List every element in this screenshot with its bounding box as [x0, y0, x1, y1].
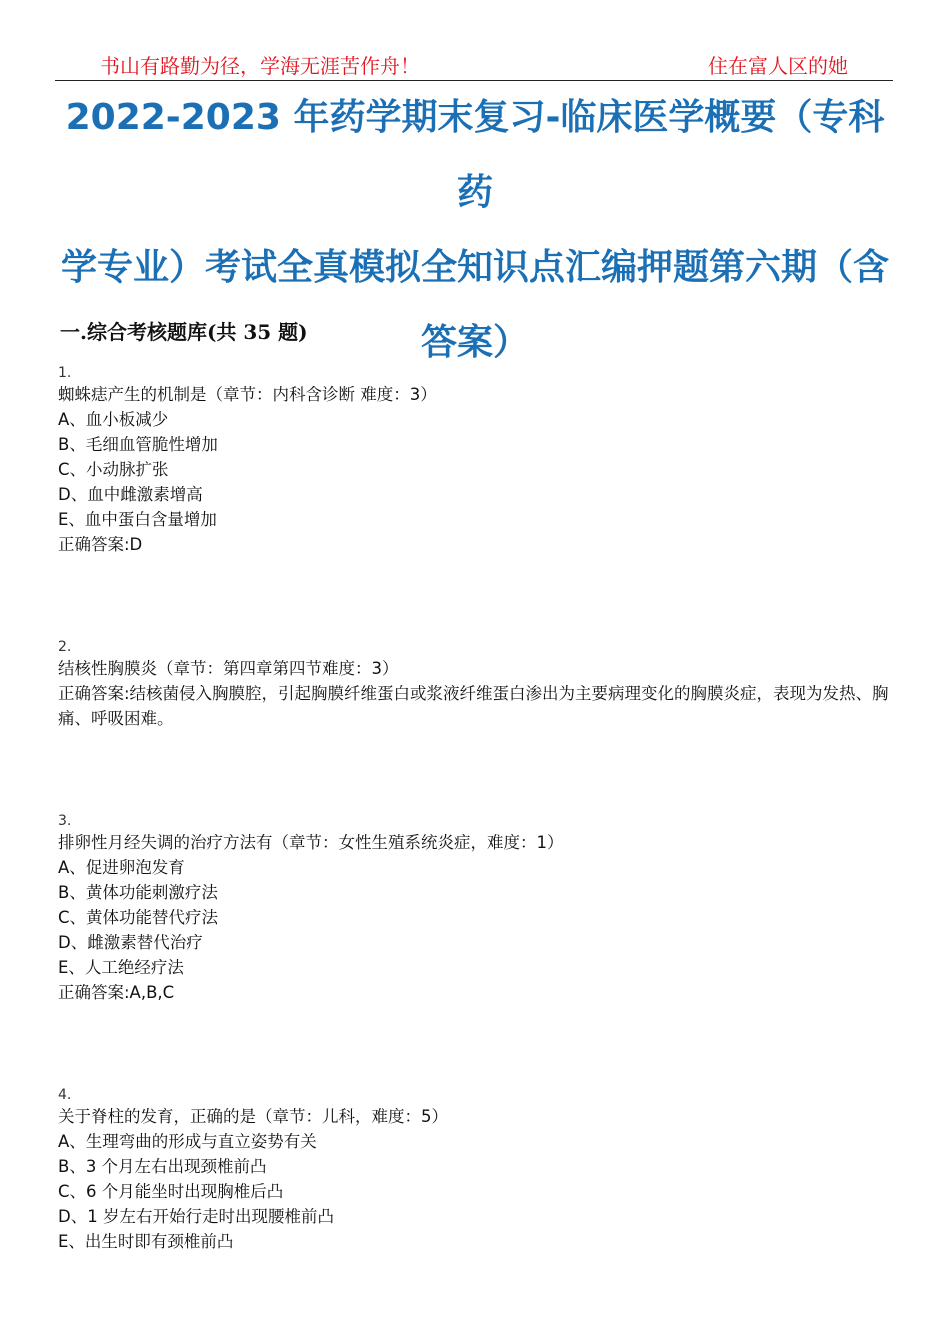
title-line-2: 学专业）考试全真模拟全知识点汇编押题第六期（含	[60, 247, 889, 288]
answer: 正确答案:A,B,C	[58, 983, 175, 1002]
page-header	[55, 48, 893, 81]
answer: 正确答案:结核菌侵入胸膜腔，引起胸膜纤维蛋白或浆液纤维蛋白渗出为主要病理变化的胸膜炎症，表现为发热、胸痛、呼吸困难。	[58, 684, 889, 728]
header-motto: 书山有路勤为径，学海无涯苦作舟！	[100, 54, 420, 78]
question-4	[58, 1086, 898, 1254]
option-c: C、黄体功能替代疗法	[58, 908, 219, 927]
question-stem: 结核性胸膜炎（章节：第四章第四节难度：3）	[58, 659, 399, 678]
option-b: B、毛细血管脆性增加	[58, 435, 218, 454]
option-c: C、小动脉扩张	[58, 460, 169, 479]
option-c: C、6 个月能坐时出现胸椎后凸	[58, 1182, 284, 1201]
option-a: A、生理弯曲的形成与直立姿势有关	[58, 1132, 317, 1151]
option-a: A、血小板减少	[58, 410, 169, 429]
header-author: 住在富人区的她	[708, 54, 848, 78]
question-number: 2.	[58, 639, 72, 655]
question-stem: 关于脊柱的发育，正确的是（章节：儿科，难度：5）	[58, 1107, 448, 1126]
question-number: 3.	[58, 813, 72, 829]
option-d: D、雌激素替代治疗	[58, 933, 203, 952]
option-e: E、血中蛋白含量增加	[58, 510, 217, 529]
option-e: E、人工绝经疗法	[58, 958, 184, 977]
title-line-3: 答案）	[420, 322, 529, 363]
question-stem: 蜘蛛痣产生的机制是（章节：内科含诊断 难度：3）	[58, 385, 437, 404]
option-a: A、促进卵泡发育	[58, 858, 185, 877]
option-b: B、黄体功能刺激疗法	[58, 883, 218, 902]
section-title: 一.综合考核题库(共 35 题)	[60, 320, 308, 344]
question-1	[58, 364, 898, 557]
question-2	[58, 638, 898, 731]
option-e: E、出生时即有颈椎前凸	[58, 1232, 234, 1251]
question-number: 4.	[58, 1087, 72, 1103]
option-b: B、3 个月左右出现颈椎前凸	[58, 1157, 267, 1176]
question-number: 1.	[58, 365, 72, 381]
title-line-1: 2022-2023 年药学期末复习-临床医学概要（专科药	[65, 97, 885, 213]
option-d: D、1 岁左右开始行走时出现腰椎前凸	[58, 1207, 334, 1226]
answer: 正确答案:D	[58, 535, 143, 554]
option-d: D、血中雌激素增高	[58, 485, 203, 504]
question-stem: 排卵性月经失调的治疗方法有（章节：女性生殖系统炎症，难度：1）	[58, 833, 564, 852]
question-3	[58, 812, 898, 1005]
